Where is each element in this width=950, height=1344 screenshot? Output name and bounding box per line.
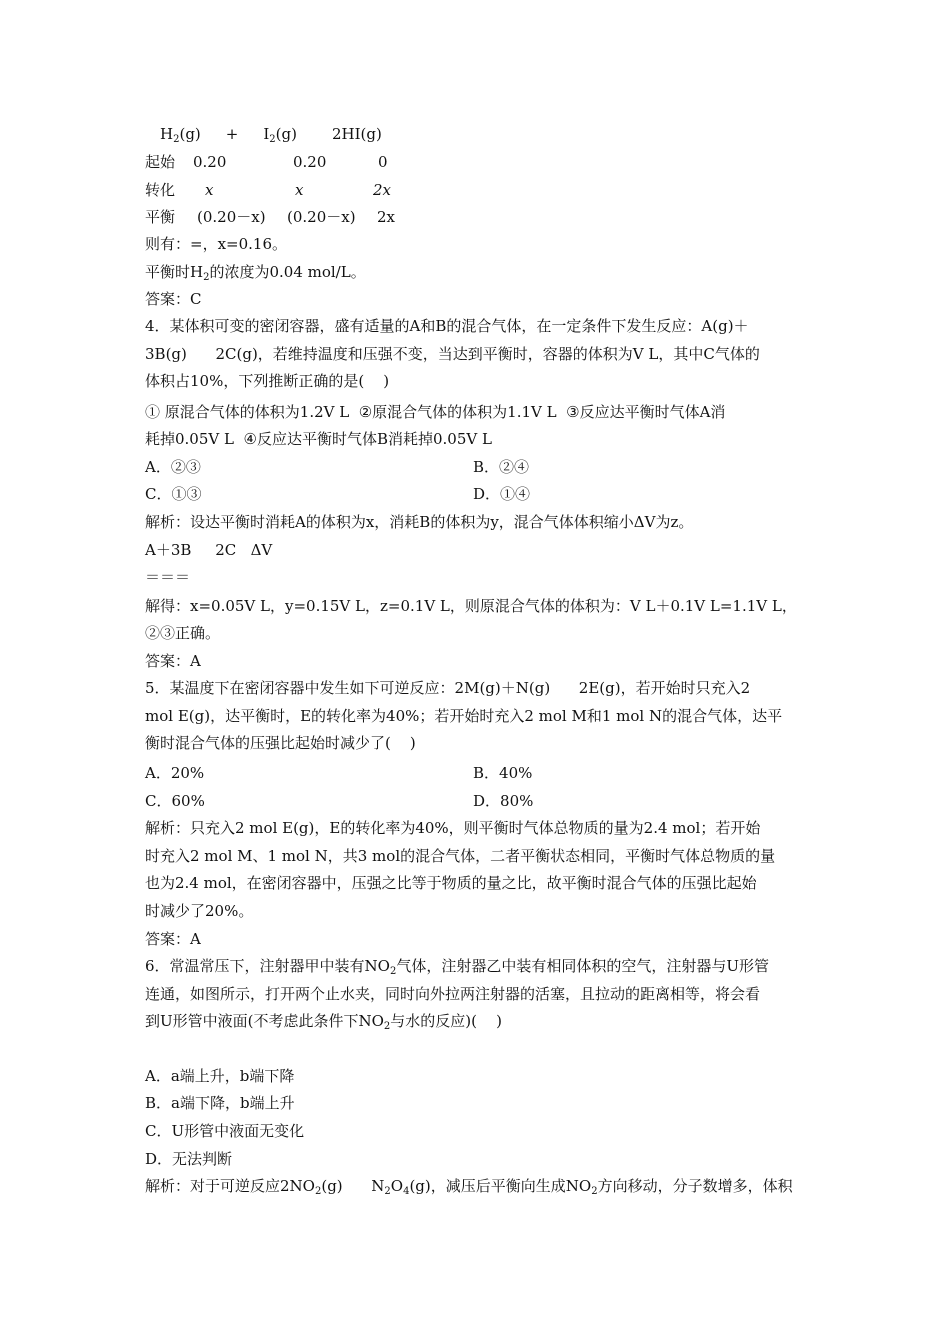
q6-option-c: C．U形管中液面无变化 [145,1122,305,1140]
q5-option-a: A．20% [145,764,205,782]
q5-analysis-2: 时充入2 mol M、1 mol N，共3 mol的混合气体，二者平衡状态相同，平衡时气体总物质的量 [145,847,776,865]
q3-then: 则有：=，x=0.16。 [145,235,287,253]
q6-option-d: D．无法判断 [145,1150,233,1168]
q5-stem-1: 5．某温度下在密闭容器中发生如下可逆反应：2M(g)＋N(g) 2E(g)，若开始时只充入2 [145,679,751,697]
q4-stem-3: 体积占10%，下列推断正确的是( ) [145,372,390,390]
q5-option-c: C．60% [145,792,205,810]
q4-correct: ②③正确。 [145,624,221,642]
q6-stem-3: 到U形管中液面(不考虑此条件下$NO_2$与水的反应)( ) [145,1012,502,1032]
q4-stem-2: 3B(g) 2C(g)，若维持温度和压强不变，当达到平衡时，容器的体积为V L，其中C气体的 [145,345,760,363]
q5-answer: 答案：A [145,930,201,948]
q6-analysis: 解析：对于可逆反应$2NO_2(g)$ $N_2O_4(g)$，减压后平衡向生成$NO_2$方向移动，分子数增多，体积 [145,1177,793,1197]
q3-concentration: 平衡时$H_2$的浓度为0.04 mol/L。 [145,263,366,283]
q5-analysis-3: 也为2.4 mol，在密闭容器中，压强之比等于物质的量之比，故平衡时混合气体的压强比起始 [145,874,757,892]
ice-row-change: 转化 x x 2x [145,181,392,199]
q6-stem-2: 连通，如图所示，打开两个止水夹，同时向外拉两注射器的活塞，且拉动的距离相等，将会看 [145,985,761,1003]
ice-row-equilibrium: 平衡 (0.20－x) (0.20－x) 2x [145,208,396,226]
q4-answer: 答案：A [145,652,201,670]
q4-option-b: B．②④ [473,458,530,476]
q4-solve: 解得：x=0.05V L，y=0.15V L，z=0.1V L，则原混合气体的体积为：V L＋0.1V L=1.1V L， [145,597,797,615]
q5-option-b: B．40% [473,764,533,782]
q4-stem-4: ① 原混合气体的体积为1.2V L ②原混合气体的体积为1.1V L ③反应达平衡时气体A消 [145,403,726,421]
q6-stem-1: 6．常温常压下，注射器甲中装有$NO_2$气体，注射器乙中装有相同体积的空气，注射器与U形管 [145,957,769,977]
q5-analysis-4: 时减少了20%。 [145,902,254,920]
q6-option-b: B．a端下降，b端上升 [145,1094,295,1112]
ice-row-initial: 起始 0.20 0.20 0 [145,153,388,171]
q4-option-c: C．①③ [145,485,202,503]
q3-answer: 答案：C [145,290,202,308]
q5-stem-3: 衡时混合气体的压强比起始时减少了( ) [145,734,416,752]
q6-option-a: A．a端上升，b端下降 [145,1067,295,1085]
equation-h2-i2: $H_2(g) + I_2(g)$ 2HI(g) [160,125,382,145]
q5-option-d: D．80% [473,792,534,810]
q4-analysis: 解析：设达平衡时消耗A的体积为x，消耗B的体积为y，混合气体体积缩小ΔV为z。 [145,513,694,531]
q4-equation: A＋3B 2C ΔV [145,541,273,559]
q4-stem-5: 耗掉0.05V L ④反应达平衡时气体B消耗掉0.05V L [145,430,492,448]
q4-option-d: D．①④ [473,485,531,503]
q4-stem-1: 4．某体积可变的密闭容器，盛有适量的A和B的混合气体，在一定条件下发生反应：A(g)＋ [145,317,749,335]
q4-option-a: A．②③ [145,458,201,476]
q5-analysis-1: 解析：只充入2 mol E(g)，E的转化率为40%，则平衡时气体总物质的量为2.4 mol；若开始 [145,819,761,837]
q5-stem-2: mol E(g)，达平衡时，E的转化率为40%；若开始时充入2 mol M和1 mol N的混合气体，达平 [145,707,783,725]
q4-equals: ＝＝＝ [145,568,191,586]
